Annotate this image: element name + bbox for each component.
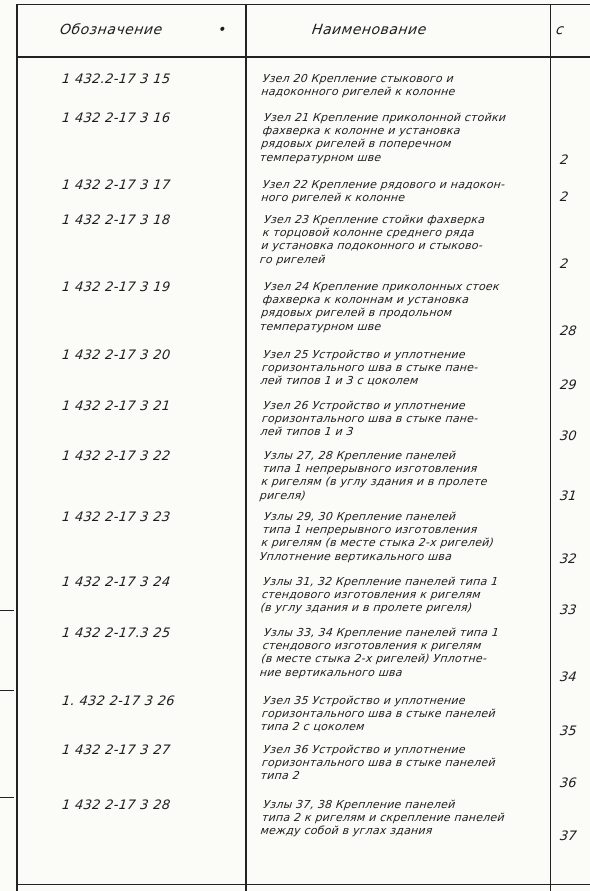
row-designation: 1. 432 2-17 3 26 <box>61 694 176 709</box>
row-name: Узел 21 Крепление приколонной стойки фахверка к колонне и установка рядовых ригелей в поперечном температурном шве <box>259 111 507 164</box>
row-designation: 1 432 2-17.3 25 <box>61 626 172 641</box>
row-page: 33 <box>559 603 578 618</box>
row-name: Узлы 27, 28 Крепление панелей типа 1 непрерывного изготовления к ригелям (в углу здания и в пролете ригеля) <box>259 449 489 502</box>
header-bottom-border <box>16 56 590 58</box>
row-name: Узел 35 Устройство и уплотнение горизонтального шва в стыке панелей типа 2 с цоколем <box>259 694 497 734</box>
row-name: Узлы 37, 38 Крепление панелей типа 2 к ригелям и скрепление панелей между собой в углах здания <box>259 798 506 838</box>
header-name: Наименование <box>310 22 428 38</box>
row-name: Узел 20 Крепление стыкового и надоконного ригелей к колонне <box>260 72 457 99</box>
row-designation: 1 432 2-17 3 16 <box>61 111 172 126</box>
row-designation: 1 432 2-17 3 27 <box>61 743 172 758</box>
row-page: 31 <box>559 489 578 504</box>
row-page: 35 <box>559 724 578 739</box>
row-designation: 1 432 2-17 3 28 <box>61 798 172 813</box>
row-page: 2 <box>559 257 570 272</box>
row-page: 30 <box>559 429 578 444</box>
row-designation: 1 432 2-17 3 18 <box>61 213 172 228</box>
margin-tick <box>0 610 14 611</box>
left-border <box>16 4 18 891</box>
row-designation: 1 432.2-17 3 15 <box>61 72 172 87</box>
row-page: 34 <box>559 670 578 685</box>
header-dot: • <box>216 22 228 38</box>
row-page: 32 <box>559 552 578 567</box>
row-designation: 1 432 2-17 3 19 <box>61 280 172 295</box>
header-page: с <box>554 22 566 38</box>
row-page: 2 <box>559 153 570 168</box>
row-designation: 1 432 2-17 3 22 <box>61 449 172 464</box>
row-name: Узел 23 Крепление стойки фахверка к торцовой колонне среднего ряда и установка подоконного и стыково- го ригелей <box>259 213 486 266</box>
row-page: 37 <box>559 829 578 844</box>
row-page: 36 <box>559 776 578 791</box>
column-divider-1 <box>245 4 247 891</box>
header-top-border <box>16 4 590 5</box>
row-name: Узел 25 Устройство и уплотнение горизонтального шва в стыке пане- лей типов 1 и 3 с цоколем <box>259 348 479 388</box>
row-designation: 1 432 2-17 3 23 <box>61 510 172 525</box>
row-page: 29 <box>559 378 578 393</box>
row-name: Узел 22 Крепление рядового и надокон- ного ригелей к колонне <box>260 178 506 205</box>
row-name: Узел 26 Устройство и уплотнение горизонтального шва в стыке пане- лей типов 1 и 3 <box>259 399 479 439</box>
row-name: Узлы 33, 34 Крепление панелей типа 1 стендового изготовления к ригелям (в месте стыка 2-х ригелей) Уплотне- ние вертикального шва <box>259 626 500 679</box>
row-designation: 1 432 2-17 3 20 <box>61 348 172 363</box>
row-page: 28 <box>559 324 578 339</box>
bottom-border <box>16 884 590 885</box>
row-page: 2 <box>559 190 570 205</box>
row-name: Узлы 29, 30 Крепление панелей типа 1 непрерывного изготовления к ригелям (в месте стыка 2-х ригелей) Уплотнение вертикального шва <box>259 510 495 563</box>
row-designation: 1 432 2-17 3 21 <box>61 399 172 414</box>
margin-tick <box>0 797 14 798</box>
margin-tick <box>0 690 14 691</box>
row-name: Узел 36 Устройство и уплотнение горизонтального шва в стыке панелей типа 2 <box>259 743 497 783</box>
row-designation: 1 432 2-17 3 24 <box>61 575 172 590</box>
row-designation: 1 432 2-17 3 17 <box>61 178 172 193</box>
header-designation: Обозначение <box>58 22 164 38</box>
row-name: Узлы 31, 32 Крепление панелей типа 1 стендового изготовления к ригелям (в углу здания и в пролете ригеля) <box>259 575 500 615</box>
row-name: Узел 24 Крепление приколонных стоек фахверка к колоннам и установка рядовых ригелей в продольном температурном шве <box>259 280 501 333</box>
